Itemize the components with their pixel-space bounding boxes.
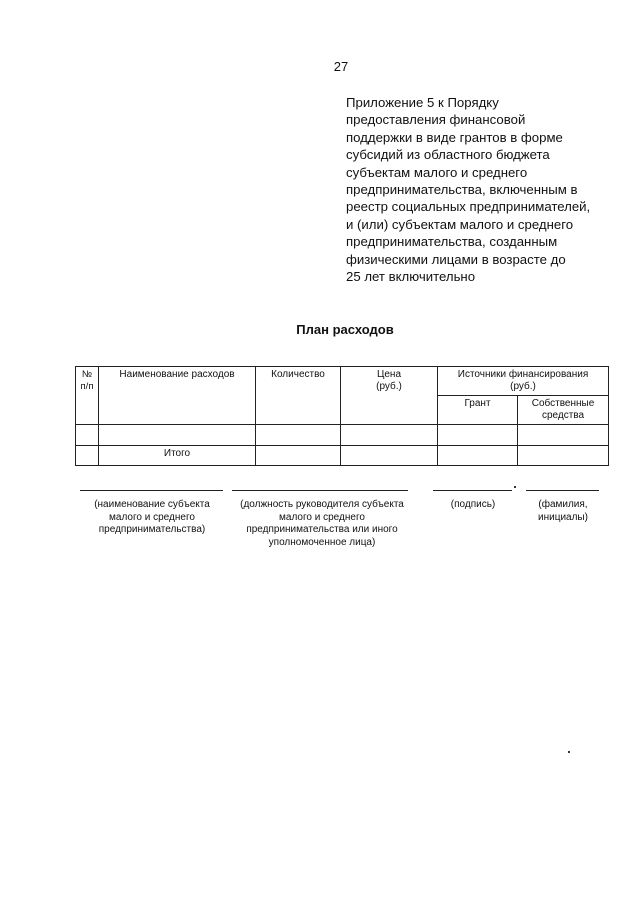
appendix-line: субсидий из областного бюджета bbox=[346, 147, 550, 163]
appendix-line: физическими лицами в возрасте до bbox=[346, 251, 566, 267]
header-funding-line: (руб.) bbox=[510, 381, 536, 392]
position-caption bbox=[232, 499, 412, 549]
appendix-line: предоставления финансовой bbox=[346, 112, 526, 128]
appendix-line: реестр социальных предпринимателей, bbox=[346, 199, 591, 215]
caption-line: малого и среднего bbox=[279, 511, 365, 523]
caption-line: (фамилия, bbox=[538, 499, 588, 510]
appendix-heading bbox=[346, 94, 626, 285]
table-cell[interactable] bbox=[438, 425, 518, 446]
signature-line[interactable] bbox=[433, 490, 512, 491]
table-cell[interactable] bbox=[76, 425, 99, 446]
header-quantity: Количество bbox=[256, 367, 341, 425]
dot-mark bbox=[568, 751, 570, 753]
appendix-line: Приложение 5 к Порядку bbox=[346, 95, 499, 110]
table-row bbox=[76, 425, 609, 446]
page-number: 27 bbox=[333, 59, 349, 74]
header-number-line: № bbox=[81, 369, 93, 380]
total-label: Итого bbox=[99, 446, 256, 466]
appendix-line: предпринимательства, включенным в bbox=[346, 182, 578, 198]
table-cell[interactable] bbox=[518, 446, 609, 466]
appendix-line: предпринимательства, созданным bbox=[346, 234, 558, 250]
caption-line: (подпись) bbox=[450, 499, 496, 510]
table-cell[interactable] bbox=[256, 425, 341, 446]
header-funding-line: Источники финансирования bbox=[457, 369, 589, 380]
caption-line: инициалы) bbox=[538, 511, 588, 523]
position-signature-line[interactable] bbox=[232, 490, 408, 491]
dot-mark bbox=[514, 486, 516, 488]
table-cell[interactable] bbox=[341, 446, 438, 466]
entity-signature-line[interactable] bbox=[80, 490, 223, 491]
appendix-line: субъектам малого и среднего bbox=[346, 164, 528, 180]
caption-line: предпринимательства) bbox=[98, 524, 206, 535]
table-header-row bbox=[76, 367, 609, 396]
caption-line: уполномоченное лица) bbox=[268, 536, 376, 548]
caption-line: (должность руководителя субъекта bbox=[240, 499, 404, 510]
table-cell[interactable] bbox=[256, 446, 341, 466]
header-own-line: средства bbox=[541, 410, 585, 421]
header-grant: Грант bbox=[438, 396, 518, 425]
signature-caption bbox=[433, 499, 513, 512]
name-signature-line[interactable] bbox=[526, 490, 599, 491]
table-cell[interactable] bbox=[518, 425, 609, 446]
header-price bbox=[341, 367, 438, 425]
header-own-line: Собственные bbox=[531, 398, 595, 409]
table-cell[interactable] bbox=[99, 425, 256, 446]
appendix-line: и (или) субъектам малого и среднего bbox=[346, 216, 574, 232]
expense-plan-table bbox=[75, 366, 609, 466]
header-number-line: п/п bbox=[80, 381, 94, 392]
table-cell bbox=[76, 446, 99, 466]
appendix-line: поддержки в виде грантов в форме bbox=[346, 129, 563, 145]
name-caption bbox=[523, 499, 603, 524]
entity-caption bbox=[72, 499, 232, 537]
header-own-funds bbox=[518, 396, 609, 425]
table-cell[interactable] bbox=[438, 446, 518, 466]
caption-line: предпринимательства или иного bbox=[246, 524, 398, 535]
header-expense-name: Наименование расходов bbox=[99, 367, 256, 425]
header-price-line: Цена bbox=[376, 369, 402, 380]
header-number bbox=[76, 367, 99, 425]
document-title: План расходов bbox=[296, 322, 394, 337]
caption-line: малого и среднего bbox=[109, 511, 195, 523]
table-total-row bbox=[76, 446, 609, 466]
appendix-line: 25 лет включительно bbox=[346, 269, 476, 285]
table-cell[interactable] bbox=[341, 425, 438, 446]
caption-line: (наименование субъекта bbox=[94, 499, 210, 510]
header-price-line: (руб.) bbox=[376, 381, 402, 392]
header-funding-sources bbox=[438, 367, 609, 396]
